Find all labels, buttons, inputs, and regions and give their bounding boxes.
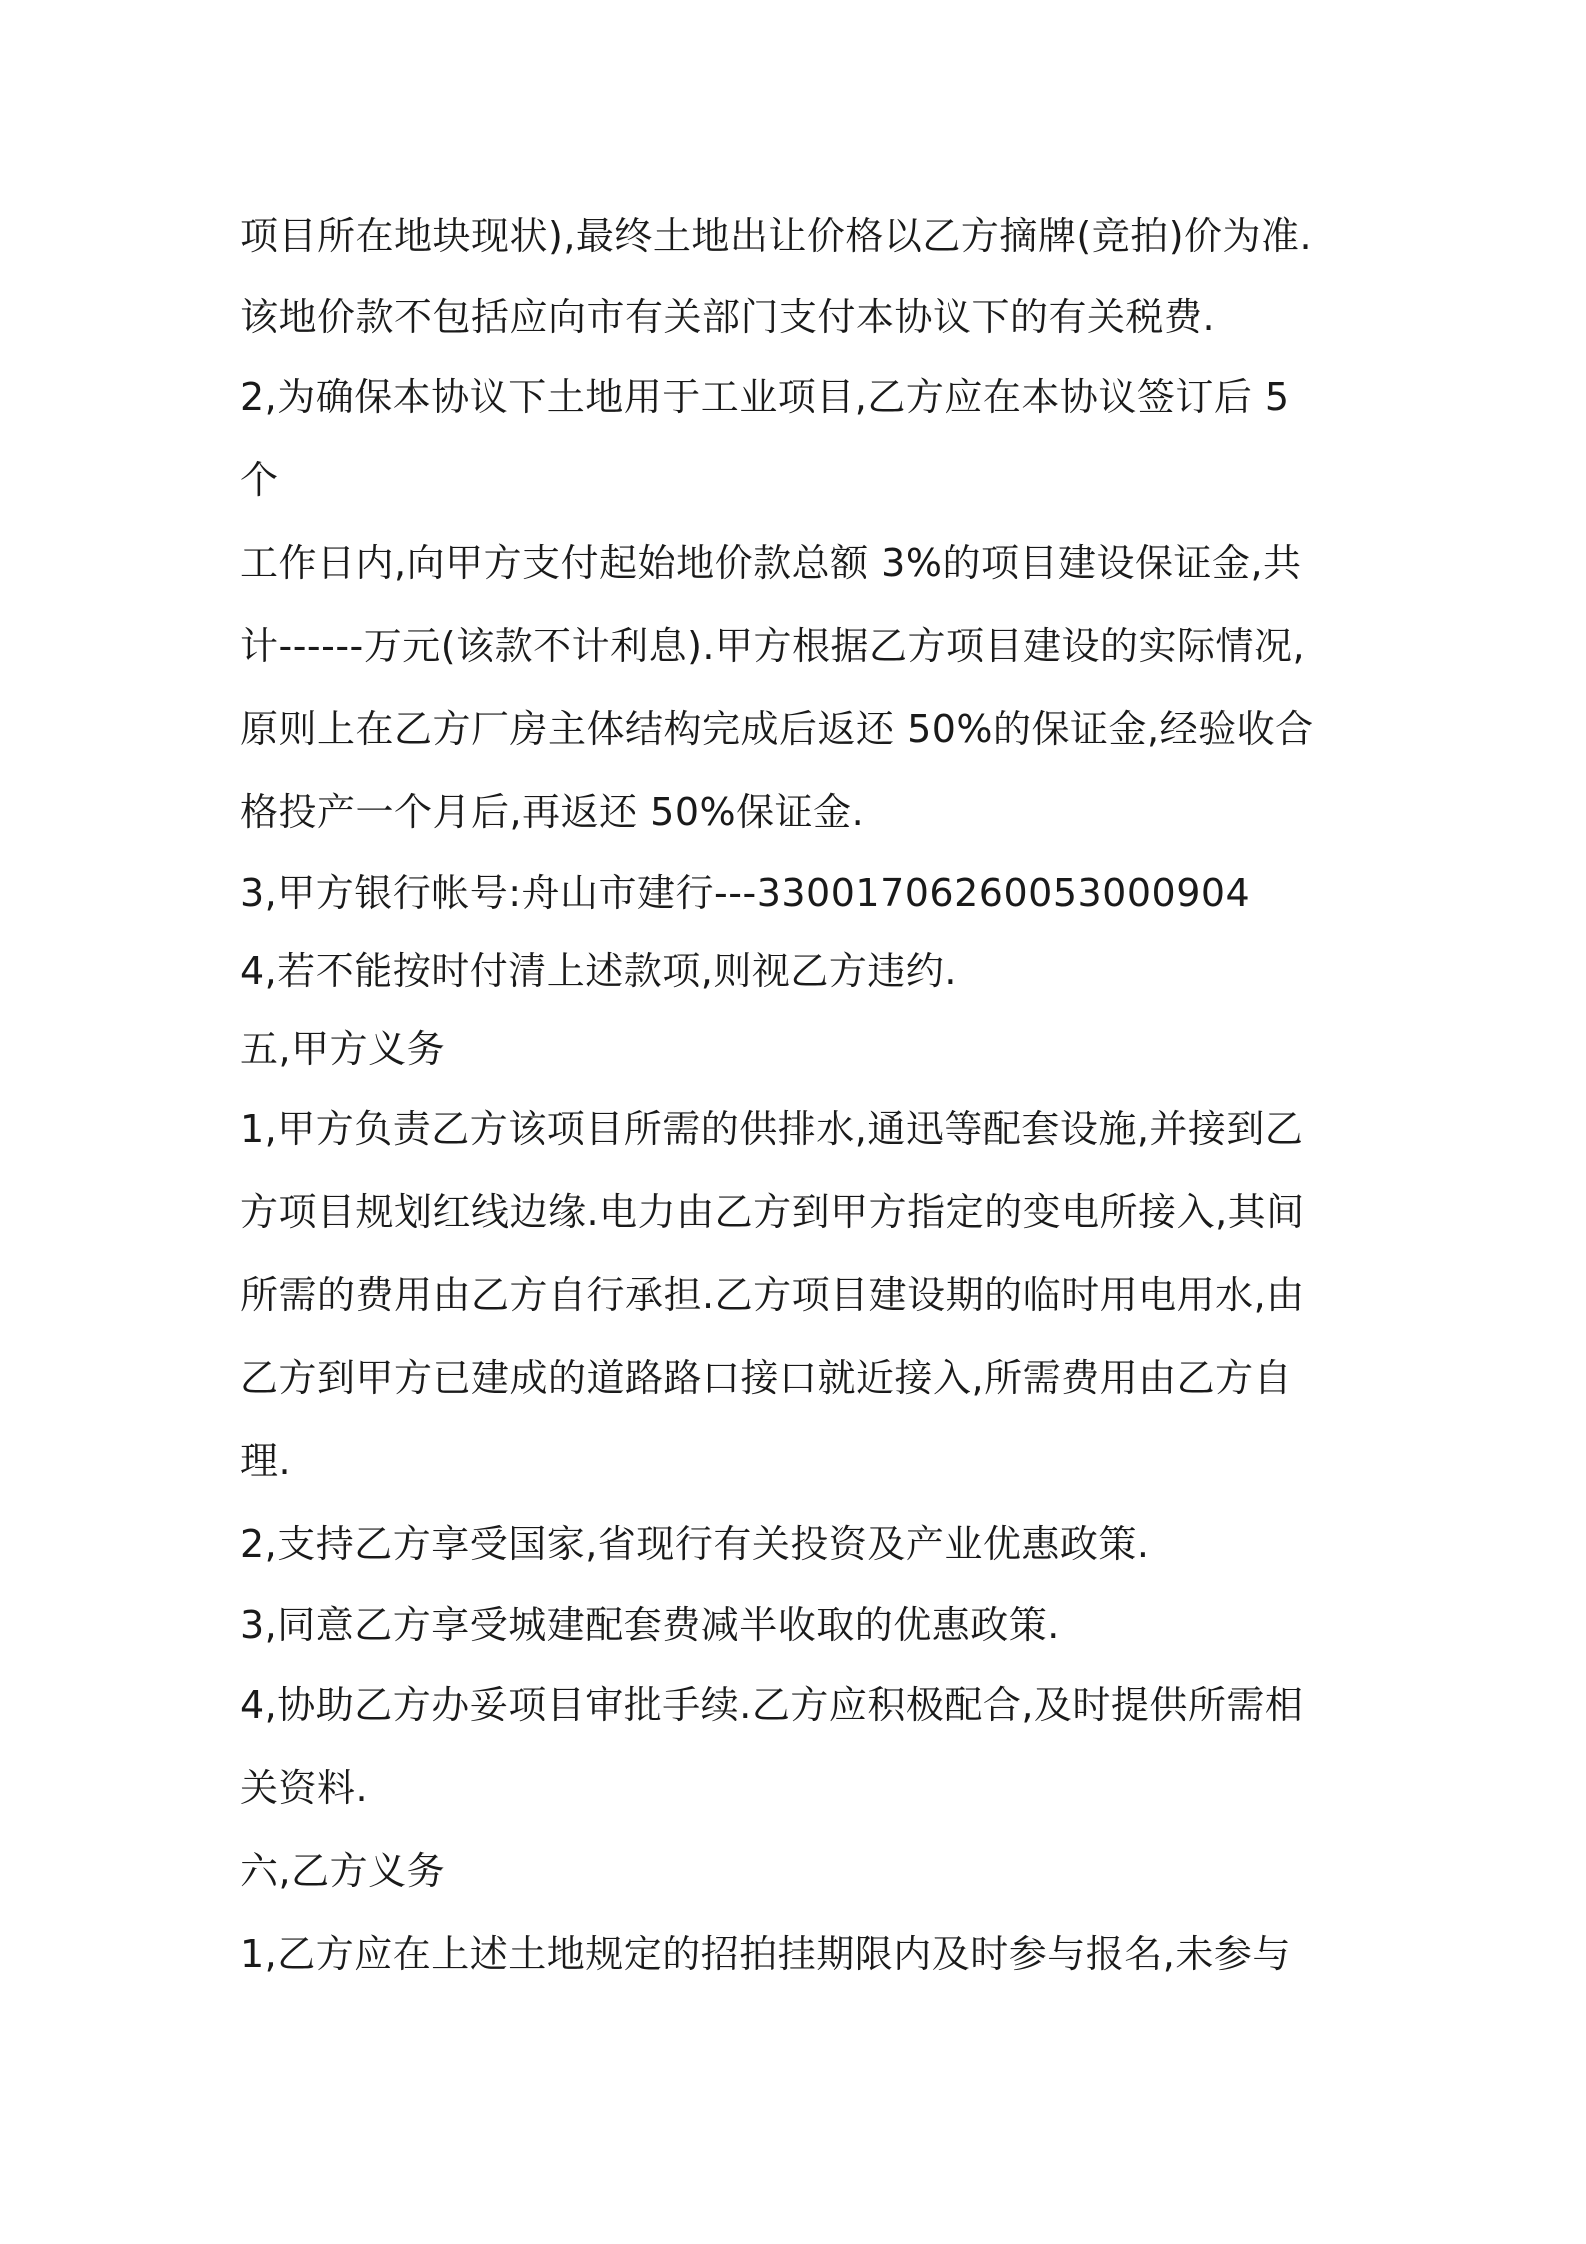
text-line: 所需的费用由乙方自行承担.乙方项目建设期的临时用电用水,由	[240, 1273, 1305, 1317]
text-line: 1,乙方应在上述土地规定的招拍挂期限内及时参与报名,未参与	[240, 1932, 1291, 1976]
text-line: 关资料.	[240, 1766, 369, 1810]
text-line: 乙方到甲方已建成的道路路口接口就近接入,所需费用由乙方自	[240, 1356, 1293, 1400]
text-line: 格投产一个月后,再返还 50%保证金.	[240, 790, 865, 834]
text-line: 项目所在地块现状),最终土地出让价格以乙方摘牌(竞拍)价为准.	[240, 214, 1313, 258]
text-line: 3,同意乙方享受城建配套费减半收取的优惠政策.	[240, 1603, 1060, 1647]
section-heading: 五,甲方义务	[240, 1027, 446, 1071]
text-line: 4,若不能按时付清上述款项,则视乙方违约.	[240, 949, 957, 993]
text-line: 方项目规划红线边缘.电力由乙方到甲方指定的变电所接入,其间	[240, 1190, 1305, 1234]
text-line: 原则上在乙方厂房主体结构完成后返还 50%的保证金,经验收合	[240, 707, 1314, 751]
text-line: 理.	[240, 1439, 292, 1483]
contract-text	[240, 195, 1370, 1996]
section-heading: 六,乙方义务	[240, 1849, 446, 1893]
text-line: 2,为确保本协议下土地用于工业项目,乙方应在本协议签订后 5	[240, 375, 1290, 419]
text-line: 工作日内,向甲方支付起始地价款总额 3%的项目建设保证金,共	[240, 541, 1302, 585]
text-line: 1,甲方负责乙方该项目所需的供排水,通迅等配套设施,并接到乙	[240, 1107, 1304, 1151]
text-line: 计------万元(该款不计利息).甲方根据乙方项目建设的实际情况,	[240, 624, 1306, 668]
text-line: 2,支持乙方享受国家,省现行有关投资及产业优惠政策.	[240, 1522, 1150, 1566]
text-line: 3,甲方银行帐号:舟山市建行---33001706260053000904	[240, 871, 1251, 915]
text-line: 个	[240, 458, 279, 502]
text-line: 该地价款不包括应向市有关部门支付本协议下的有关税费.	[240, 295, 1216, 339]
text-line: 4,协助乙方办妥项目审批手续.乙方应积极配合,及时提供所需相	[240, 1683, 1304, 1727]
